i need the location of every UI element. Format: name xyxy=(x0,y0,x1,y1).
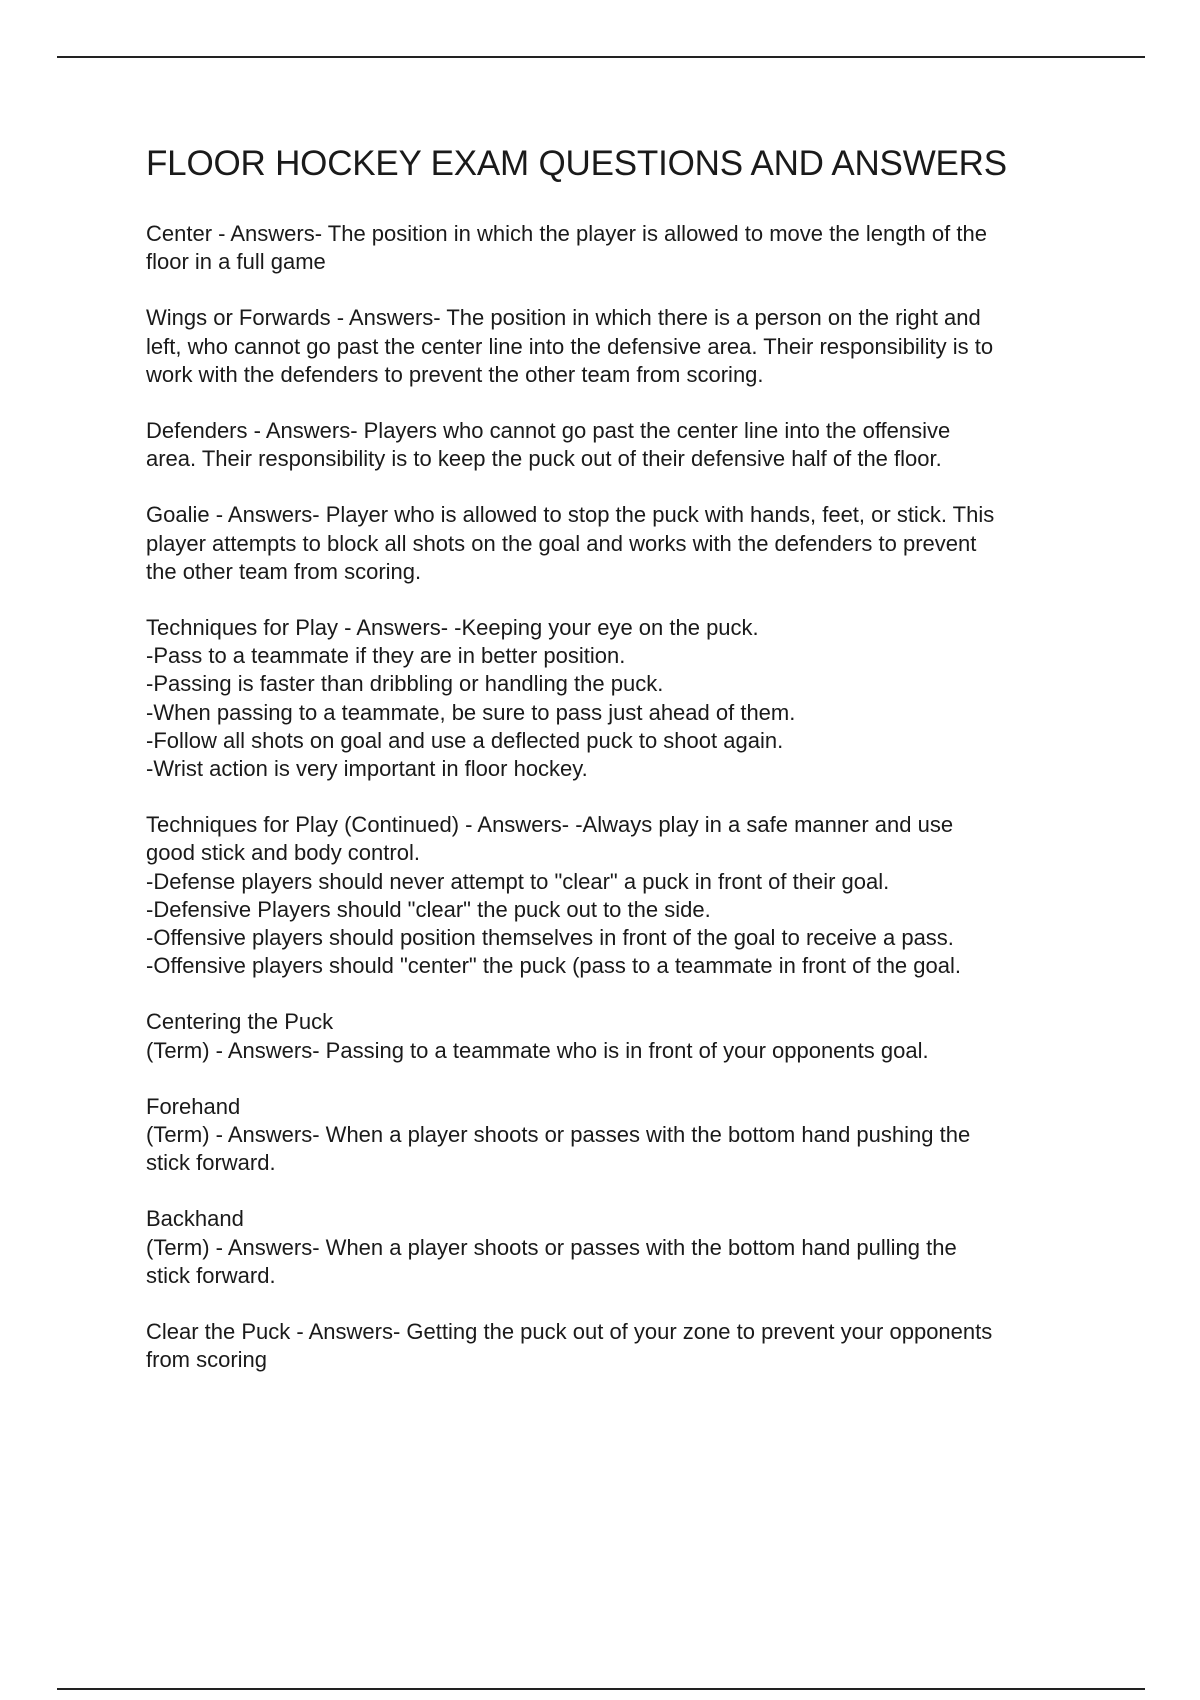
qa-entry-centering: Centering the Puck (Term) - Answers- Passing to a teammate who is in front of your opponents goal. xyxy=(146,1009,929,1063)
qa-entry-center: Center - Answers- The position in which the player is allowed to move the length of the floor in a full game xyxy=(146,221,987,275)
qa-entry-techniques-continued: Techniques for Play (Continued) - Answers- -Always play in a safe manner and use good stick and body control. -Defense players should never attempt to "clear" a puck in front of their goal. -Defensive Players should "clear" the puck out to the side. -Offensive players should position themselves in front of the goal to receive a pass. -Offensive players should "center" the puck (pass to a teammate in front of the goal. xyxy=(146,812,961,979)
document-body xyxy=(146,140,1106,1403)
qa-entry-forehand: Forehand (Term) - Answers- When a player shoots or passes with the bottom hand pushing the stick forward. xyxy=(146,1093,971,1176)
qa-entry-clear-puck: Clear the Puck - Answers- Getting the puck out of your zone to prevent your opponents from scoring xyxy=(146,1319,993,1373)
qa-entry-defenders: Defenders - Answers- Players who cannot go past the center line into the offensive area. Their responsibility is to keep the puck out of their defensive half of the floor. xyxy=(146,418,951,472)
document-title: FLOOR HOCKEY EXAM QUESTIONS AND ANSWERS xyxy=(146,144,1007,183)
footer-divider xyxy=(57,1688,1145,1690)
qa-entry-wings: Wings or Forwards - Answers- The position in which there is a person on the right and left, who cannot go past the center line into the defensive area. Their responsibility is to work with the defenders to prevent the other team from scoring. xyxy=(146,305,994,387)
qa-entry-goalie: Goalie - Answers- Player who is allowed to stop the puck with hands, feet, or stick. This player attempts to block all shots on the goal and works with the defenders to prevent the other team from scoring. xyxy=(146,502,995,584)
qa-entry-backhand: Backhand (Term) - Answers- When a player shoots or passes with the bottom hand pulling the stick forward. xyxy=(146,1206,957,1288)
header-divider xyxy=(57,56,1145,58)
qa-entry-techniques: Techniques for Play - Answers- -Keeping your eye on the puck. -Pass to a teammate if they are in better position. -Passing is faster than dribbling or handling the puck. -When passing to a teammate, be sure to pass just ahead of them. -Follow all shots on goal and use a deflected puck to shoot again. -Wrist action is very important in floor hockey. xyxy=(146,615,796,782)
